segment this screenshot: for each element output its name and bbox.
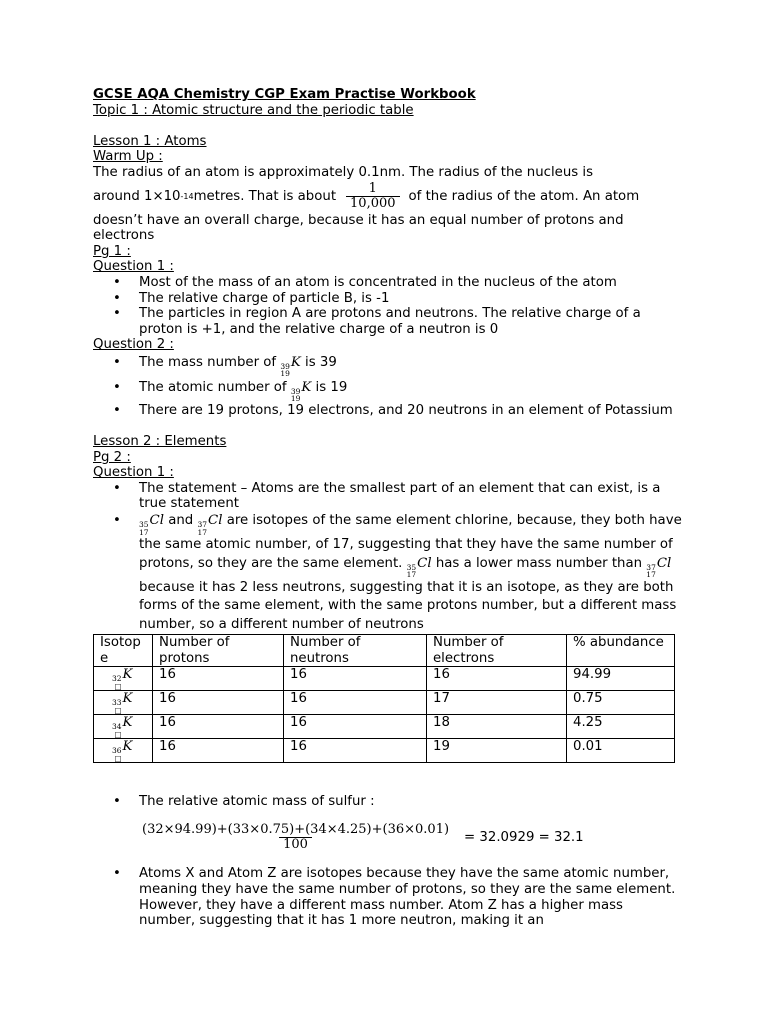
lesson1-question2-list [93, 353, 683, 419]
document-body [93, 87, 683, 929]
chlorine-35-notation: 35 17 Cl [406, 555, 432, 580]
list-item: • Most of the mass of an atom is concentrated in the nucleus of the atom [113, 274, 617, 290]
table-cell: 16 [427, 667, 567, 691]
table-header-cell: Isotope [94, 635, 153, 667]
table-cell: 0.75 [567, 691, 675, 715]
ram-fraction: $\frac{(32\times 94.99)+(33\times 0.75)+(34\times 4.25)+(36\times 0.01)}{100}$ [142, 822, 450, 853]
lesson1-question2-label: Question 2 : [93, 337, 174, 353]
table-cell: 94.99 [567, 667, 675, 691]
topic-heading: Topic 1 : Atomic structure and the periodic table [93, 102, 414, 118]
table-cell: 16 [284, 715, 427, 739]
isotope-table [93, 634, 675, 763]
chlorine-35-notation: 35 17 Cl [139, 513, 164, 537]
ram-result: = 32.0929 = 32.1 [464, 830, 584, 846]
table-row [94, 667, 675, 691]
table-cell: 17 [427, 691, 567, 715]
table-row [94, 739, 675, 763]
list-item: • The relative atomic mass of sulfur : [113, 793, 375, 809]
fraction-one-over-ten-thousand: $\frac{1}{10,000}$ [346, 182, 400, 211]
table-cell-isotope: 36 □ K [94, 739, 153, 763]
table-row [94, 715, 675, 739]
lesson2-question1-list [93, 481, 683, 634]
lesson1-question1-label: Question 1 : [93, 259, 174, 275]
list-item: • The relative charge of particle B, is -1 [113, 290, 390, 306]
table-cell: 4.25 [567, 715, 675, 739]
lesson1-heading: Lesson 1 : Atoms [93, 133, 207, 149]
table-row [94, 691, 675, 715]
potassium-isotope-notation: 39 19 K [290, 379, 312, 404]
table-cell: 16 [153, 691, 284, 715]
table-header-cell: % abundance [567, 635, 675, 667]
list-item: • The atomic number of 39 19 K is 19 [113, 379, 348, 404]
lesson2-question1-label: Question 1 : [93, 465, 174, 481]
relative-atomic-mass-formula [139, 823, 683, 852]
table-cell: 16 [153, 667, 284, 691]
table-header-cell: Number of neutrons [284, 635, 427, 667]
warmup-line3: doesn’t have an overall charge, because it has an equal number of protons and electrons [93, 212, 624, 244]
final-list [93, 866, 683, 928]
chlorine-37-notation: 37 17 Cl [646, 555, 672, 580]
lesson1-page-ref: Pg 1 : [93, 243, 131, 259]
table-cell-isotope: 33 □ K [94, 691, 153, 715]
table-cell: 19 [427, 739, 567, 763]
table-cell: 16 [284, 667, 427, 691]
lesson2-heading: Lesson 2 : Elements [93, 434, 227, 450]
table-header-row [94, 635, 675, 667]
list-item: • There are 19 protons, 19 electrons, and 20 neutrons in an element of Potassium [113, 402, 673, 418]
table-cell: 0.01 [567, 739, 675, 763]
ram-list [93, 794, 683, 810]
lesson1-question1-list [93, 275, 683, 337]
warmup-label: Warm Up : [93, 149, 163, 165]
chlorine-37-notation: 37 17 Cl [197, 513, 223, 537]
table-cell-isotope: 34 □ K [94, 715, 153, 739]
list-item: • The statement – Atoms are the smallest part of an element that can exist, is a true statement [113, 480, 661, 512]
table-header-cell: Number of electrons [427, 635, 567, 667]
list-item: • The particles in region A are protons and neutrons. The relative charge of a proton is +1, and the relative charge of a neutron is 0 [113, 306, 641, 337]
list-item: • The mass number of 39 19 K is 39 [113, 354, 337, 379]
list-item: • Atoms X and Atom Z are isotopes because they have the same atomic number, meaning they have the same number of protons, so they are the same element. However, they have a different mass number. Atom Z has a higher mass number, suggesting that it has 1 more neutron, making it an [113, 866, 676, 929]
table-cell-isotope: 32 □ K [94, 667, 153, 691]
warmup-line1: The radius of an atom is approximately 0.1nm. The radius of the nucleus is [93, 164, 594, 180]
list-item: • 35 17 Cl and 37 17 Cl are isotopes of the same element chlorine, because, they both have the same atomic number, of 17, suggesting that they have the same number of protons, so they are the same element. 35 17 Cl has a lower mass number than 37 17 Cl because it has 2 less neutrons, suggesting that it is an isotope, as they are both forms of the same element, with the same protons number, but a different mass number, so a different number of neutrons [113, 513, 682, 632]
table-cell: 16 [284, 691, 427, 715]
table-cell: 18 [427, 715, 567, 739]
table-cell: 16 [153, 739, 284, 763]
lesson2-page-ref: Pg 2 : [93, 449, 131, 465]
table-cell: 16 [153, 715, 284, 739]
potassium-isotope-notation: 39 19 K [280, 354, 301, 379]
table-cell: 16 [284, 739, 427, 763]
table-header-cell: Number of protons [153, 635, 284, 667]
document-title: GCSE AQA Chemistry CGP Exam Practise Workbook [93, 87, 476, 102]
warmup-line2: around 1×10 -14 metres. That is about $\frac{1}{10,000}$ of the radius of the atom. An atom [93, 181, 640, 212]
